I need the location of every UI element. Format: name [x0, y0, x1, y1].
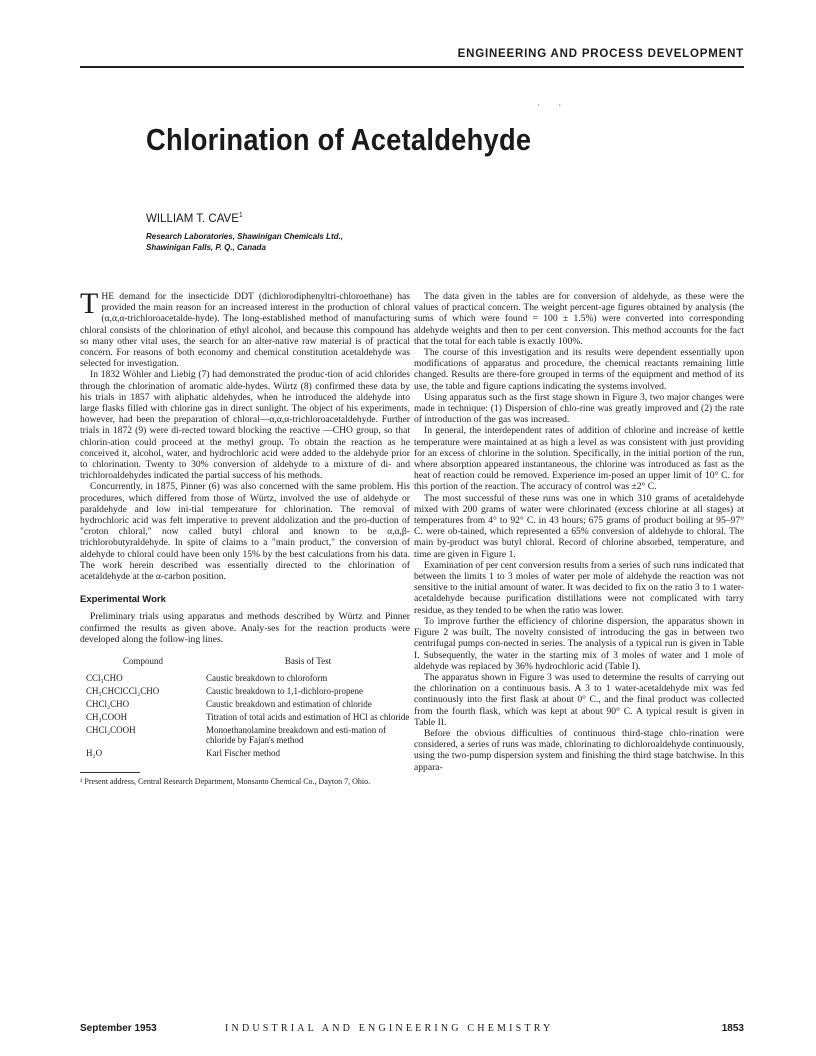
compound-cell: H₂O — [86, 748, 103, 759]
paragraph: Before the obvious difficulties of continuous third-stage chlo-rination were considered, a series of runs was made, chlorinating to dichloroaldehyde continuously, using the two-pump dispersion system and finishing the third stage batchwise. In this appara- — [414, 727, 744, 773]
author-affiliation: Research Laboratories, Shawinigan Chemicals Ltd., Shawinigan Falls, P. Q., Canada — [146, 232, 343, 252]
compound-cell: CCl₃CHO — [86, 673, 123, 684]
paragraph: Concurrently, in 1875, Pinner (6) was also concerned with the same problem. His procedures, which differed from those of Würtz, involved the use of aldehyde or paraldehyde and low ini-tial temperature for chlorination. The removal of hydrochloric acid was felt imperative to prevent aldolization and the pro-duction of "croton chloral," now called butyl chloral and known to be α,α,β-trichlorobutyraldehyde. In spite of claims to a "main product," the conversion of aldehyde to chloral could have been only 15% by the best calculations from his data. The work herein described was essentially directed to the chlorination of acetaldehyde at the α-carbon position. — [80, 481, 410, 583]
compound-cell: CH₃COOH — [86, 712, 128, 723]
test-cell: Caustic breakdown to chloroform — [206, 673, 328, 684]
intro-text: HE demand for the insecticide DDT (dichlorodiphenyltri-chloroethane) has provided the main reason for an increased interest in the production of chloral (α,α,α-trichloroacetalde-hyde). The long-established method of manufacturing chloral consists of the chlorination of ethyl alcohol, and because this compound has so many other vital uses, the search for an alter-native raw material is of practical concern. For reasons of both economy and chemical constitution acetaldehyde was selected for investigation. — [80, 291, 410, 370]
intro-paragraph — [80, 287, 410, 370]
test-cell: Caustic breakdown to 1,1-dichloro-propene — [206, 686, 363, 697]
table-row — [80, 724, 410, 747]
left-column — [80, 287, 410, 787]
compound-cell: CHCl₂CHO — [86, 699, 130, 710]
table-row — [80, 672, 410, 685]
running-header — [80, 44, 744, 66]
paragraph: The most successful of these runs was one in which 310 grams of acetaldehyde mixed with 200 grams of water were chlorinated (excess chlorine at all stages) at temperatures from 4° to 92° C. in 43 hours; 675 grams of product boiling at 95–97° C. were ob-tained, which represented a 65% conversion of aldehyde to chloral. The main by-product was butyl chloral. Record of chlorine absorbed, temperature, and time are given in Figure 1. — [414, 492, 744, 560]
page-number: 1853 — [721, 1023, 744, 1034]
paragraph: Examination of per cent conversion results from a series of such runs indicated that between the limits 1 to 3 moles of water per mole of aldehyde the reaction was not sensitive to the initial amount of water. It was decided to fix on the ratio 3 to 1 water-acetaldehyde because purification distillations were not complicated with tarry residue, as they tended to be when the ratio was lower. — [414, 559, 744, 616]
paragraph: The data given in the tables are for conversion of aldehyde, as these were the values of practical concern. The weight percent-age figures obtained by analysis (the sums of which were found = 100 ± 1.5%) were converted into corresponding aldehyde weights and then to per cent conversion. This method accounts for the fact that the total for each table is exactly 100%. — [414, 291, 744, 347]
right-column — [414, 291, 744, 773]
table-row — [80, 711, 410, 724]
test-cell: Titration of total acids and estimation of HCl as chloride — [206, 712, 410, 723]
compound-cell: CH₃CHClCCl₂CHO — [86, 686, 160, 697]
table-row — [80, 685, 410, 698]
header-rule — [80, 66, 744, 68]
paragraph: Preliminary trials using apparatus and methods described by Würtz and Pinner confirmed the results as given above. Analy-ses for the reaction products were developed along the follow-ing lines. — [80, 611, 410, 645]
test-cell: Karl Fischer method — [206, 748, 280, 759]
table-header-basis: Basis of Test — [284, 656, 332, 667]
footnote-rule — [80, 772, 140, 773]
table-row — [80, 698, 410, 711]
test-cell: Caustic breakdown and estimation of chloride — [206, 699, 372, 710]
author-footnote-mark: 1 — [238, 212, 243, 219]
author-name — [146, 212, 243, 225]
paragraph: In general, the interdependent rates of addition of chlorine and increase of kettle temperature were maintained at as high a level as was consistent with just providing for an excess of chlorine in the solution. Specifically, in the initial portion of the run, where absorption appeared instantaneous, the chlorine was introduced as fast as the heat of reaction could be removed. Experience im-posed an upper limit of 10° C. for this portion of the reaction. The accuracy of control was ±2° C. — [414, 425, 744, 493]
paragraph: In 1832 Wöhler and Liebig (7) had demonstrated the produc-tion of acid chlorides through the chlorination of aromatic alde-hydes. Würtz (8) confirmed these data by his trials in 1857 with aliphatic aldehydes, when he introduced the aldehyde into large flasks filled with chlorine gas in direct sunlight. The object of his experiments, however, had been the preparation of chloral—α,α,α-trichloroacetaldehyde. Further trials in 1872 (9) were di-rected toward blocking the reactive —CHO group, so that chlorin-ation could proceed at the methyl group. To obtain the reaction as he conceived it, alcohol, water, and hydrochloric acid were added to the aldehyde prior to chlorination. Twenty to 30% conversion of aldehyde to a mixture of di- and trichloroaldehydes indicated the partial success of his methods. — [80, 369, 410, 482]
paragraph: The apparatus shown in Figure 3 was used to determine the results of carrying out the chlorination on a continuous basis. A 3 to 1 water-acetaldehyde mix was fed continuously into the first flask at about 0° C., and the final product was collected from the fourth flask, which was kept at about 90° C. A typical result is given in Table II. — [414, 671, 744, 728]
section-heading: Experimental Work — [80, 594, 166, 606]
drop-cap: T — [80, 287, 99, 320]
footnote: ¹ Present address, Central Research Department, Monsanto Chemical Co., Dayton 7, Ohio. — [80, 777, 371, 787]
paragraph: The course of this investigation and its results were dependent essentially upon modifications of apparatus and procedure, the chemical reactants remaining little changed. Results are there-fore grouped in terms of the equipment and method of its use, the table and figure captions indicating the systems involved. — [414, 347, 744, 392]
table-row — [80, 747, 410, 760]
issue-date: September 1953 — [80, 1023, 157, 1034]
journal-name: INDUSTRIAL AND ENGINEERING CHEMISTRY — [225, 1023, 554, 1034]
analysis-methods-table — [80, 655, 410, 760]
paragraph: Using apparatus such as the first stage shown in Figure 3, two major changes were made in technique: (1) Dispersion of chlo-rine was greatly improved and (2) the rate of introduction of the gas was increased. — [414, 391, 744, 426]
scan-specks: · · — [537, 100, 570, 110]
author-name-text: WILLIAM T. CAVE — [146, 212, 239, 225]
paragraph: To improve further the efficiency of chlorine dispersion, the apparatus shown in Figure 2 was built. The novelty consisted of introducing the gas in between two centrifugal pumps con-nected in series. The analysis of a typical run is given in Table I. Subsequently, the water in the starting mix of 3 moles of water and 1 mole of aldehyde was replaced by 36% hydrochloric acid (Table I). — [414, 615, 744, 672]
table-header-compound: Compound — [122, 656, 163, 667]
compound-cell: CHCl₂COOH — [86, 725, 136, 736]
test-cell: Monoethanolamine breakdown and esti-mation of chloride by Fajan's method — [206, 725, 386, 746]
section-title: ENGINEERING AND PROCESS DEVELOPMENT — [457, 48, 744, 60]
article-title: Chlorination of Acetaldehyde — [146, 122, 532, 157]
